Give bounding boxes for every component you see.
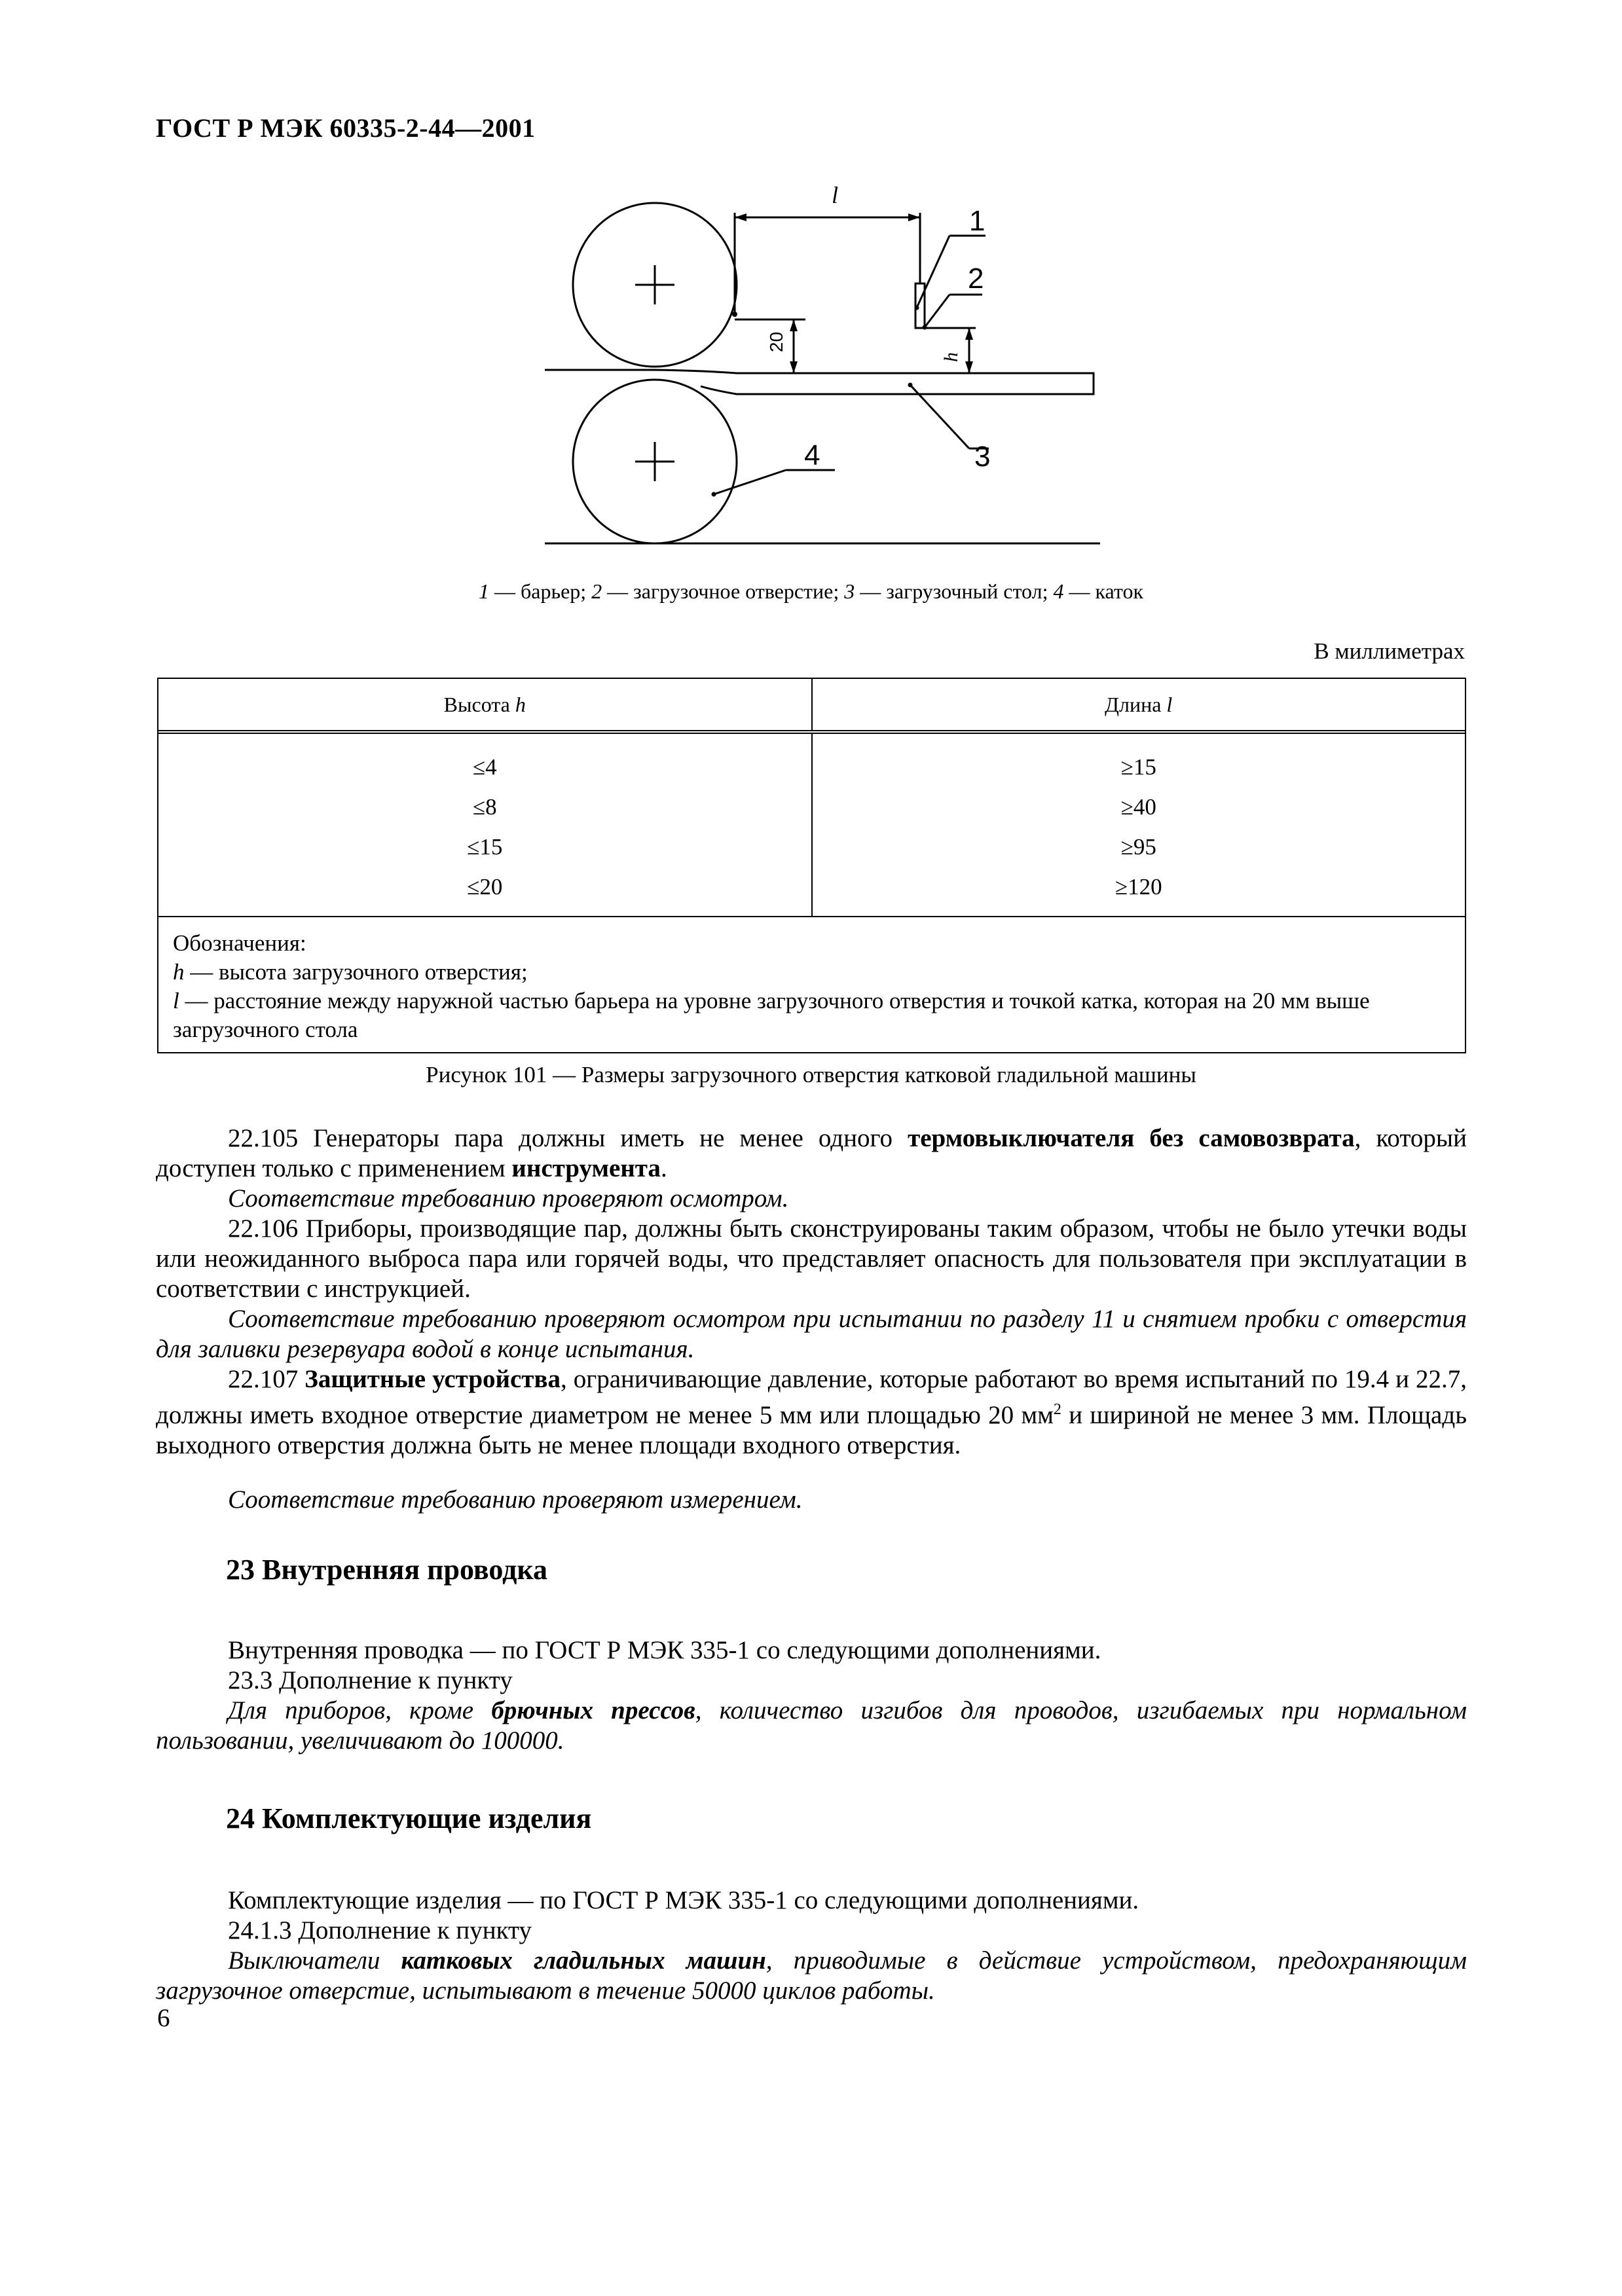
table-cell: ≤15 (467, 834, 503, 860)
table-cell: ≥15 (1120, 754, 1156, 780)
callout-1: 1 (969, 205, 986, 237)
clause-24-1-3-text: Выключатели катковых гладильных машин, приводимые в действие устройством, предохраняющим загрузочное отверстие, испытывают в течение 50000 циклов работы. (156, 1946, 1467, 2005)
document-header: ГОСТ Р МЭК 60335-2-44—2001 (156, 113, 536, 143)
callout-4: 4 (804, 439, 820, 471)
check-22-106: Соответствие требованию проверяют осмотром при испытании по разделу 11 и снятием пробки с отверстия для заливки резервуара водой в конце испытания. (156, 1305, 1467, 1363)
length-column (813, 734, 1465, 916)
clause-23-3: 23.3 Дополнение к пункту (228, 1666, 513, 1694)
header-length: Длина l (1105, 692, 1173, 716)
roller-ironer-diagram (524, 177, 1113, 583)
dim-20-label: 20 (766, 331, 786, 352)
dim-l-label: l (832, 182, 839, 208)
section-24-title: 24 Комплектующие изделия (226, 1802, 592, 1834)
page-number: 6 (157, 2004, 170, 2032)
callout-3: 3 (974, 441, 991, 473)
table-cell: ≤20 (467, 874, 503, 900)
section-23-intro: Внутренняя проводка — по ГОСТ Р МЭК 335-1 со следующими дополнениями. (228, 1636, 1101, 1664)
paragraph-22-106: 22.106 Приборы, производящие пар, должны быть сконструированы таким образом, чтобы не было утечки воды или неожиданного выброса пара или горячей воды, что представляет опасность для пользователя при эксплуатации в соответствии с инструкцией. (156, 1214, 1467, 1303)
figure-legend: 1 — барьер; 2 — загрузочное отверстие; 3 — загрузочный стол; 4 — каток (478, 579, 1143, 603)
dim-h-label: h (940, 352, 962, 362)
callout-2: 2 (968, 263, 984, 295)
figure-caption: Рисунок 101 — Размеры загрузочного отверстия катковой гладильной машины (426, 1062, 1196, 1087)
check-22-107: Соответствие требованию проверяют измерением. (228, 1485, 803, 1514)
header-height: Высота h (158, 679, 813, 730)
section-23-title: 23 Внутренняя проводка (226, 1554, 548, 1586)
units-note: В миллиметрах (1314, 638, 1465, 664)
table-cell: ≥95 (1120, 834, 1156, 860)
section-24-intro: Комплектующие изделия — по ГОСТ Р МЭК 335-1 со следующими дополнениями. (228, 1886, 1139, 1914)
table-cell: ≥40 (1120, 794, 1156, 820)
check-22-105: Соответствие требованию проверяют осмотром. (228, 1184, 789, 1212)
height-column (158, 734, 813, 916)
table-notes: Обозначения: h — высота загрузочного отверстия; l — расстояние между наружной частью барьера на уровне загрузочного отверстия и точкой катка, которая на 20 мм выше загрузочного стола (173, 930, 1370, 1042)
dimensions-table (157, 678, 1466, 1053)
clause-23-3-text: Для приборов, кроме брючных прессов, количество изгибов для проводов, изгибаемых при нормальном пользовании, увеличивают до 100000. (156, 1696, 1467, 1755)
table-cell: ≤8 (472, 794, 497, 820)
paragraph-22-105: 22.105 Генераторы пара должны иметь не менее одного термовыключателя без самовозврата, который доступен только с применением инструмента. (156, 1124, 1467, 1182)
paragraph-22-107: 22.107 Защитные устройства, ограничивающие давление, которые работают во время испытаний по 19.4 и 22.7, должны иметь входное отверстие диаметром не менее 5 мм или площадью 20 $мм^2$ и шириной не менее 3 мм. Площадь выходного отверстия должна быть не менее площади входного отверстия. (156, 1365, 1467, 1459)
table-header (158, 679, 1465, 734)
clause-24-1-3: 24.1.3 Дополнение к пункту (228, 1916, 532, 1944)
table-cell: ≤4 (472, 754, 497, 780)
diagram-svg (524, 177, 1113, 583)
table-cell: ≥120 (1115, 874, 1162, 900)
